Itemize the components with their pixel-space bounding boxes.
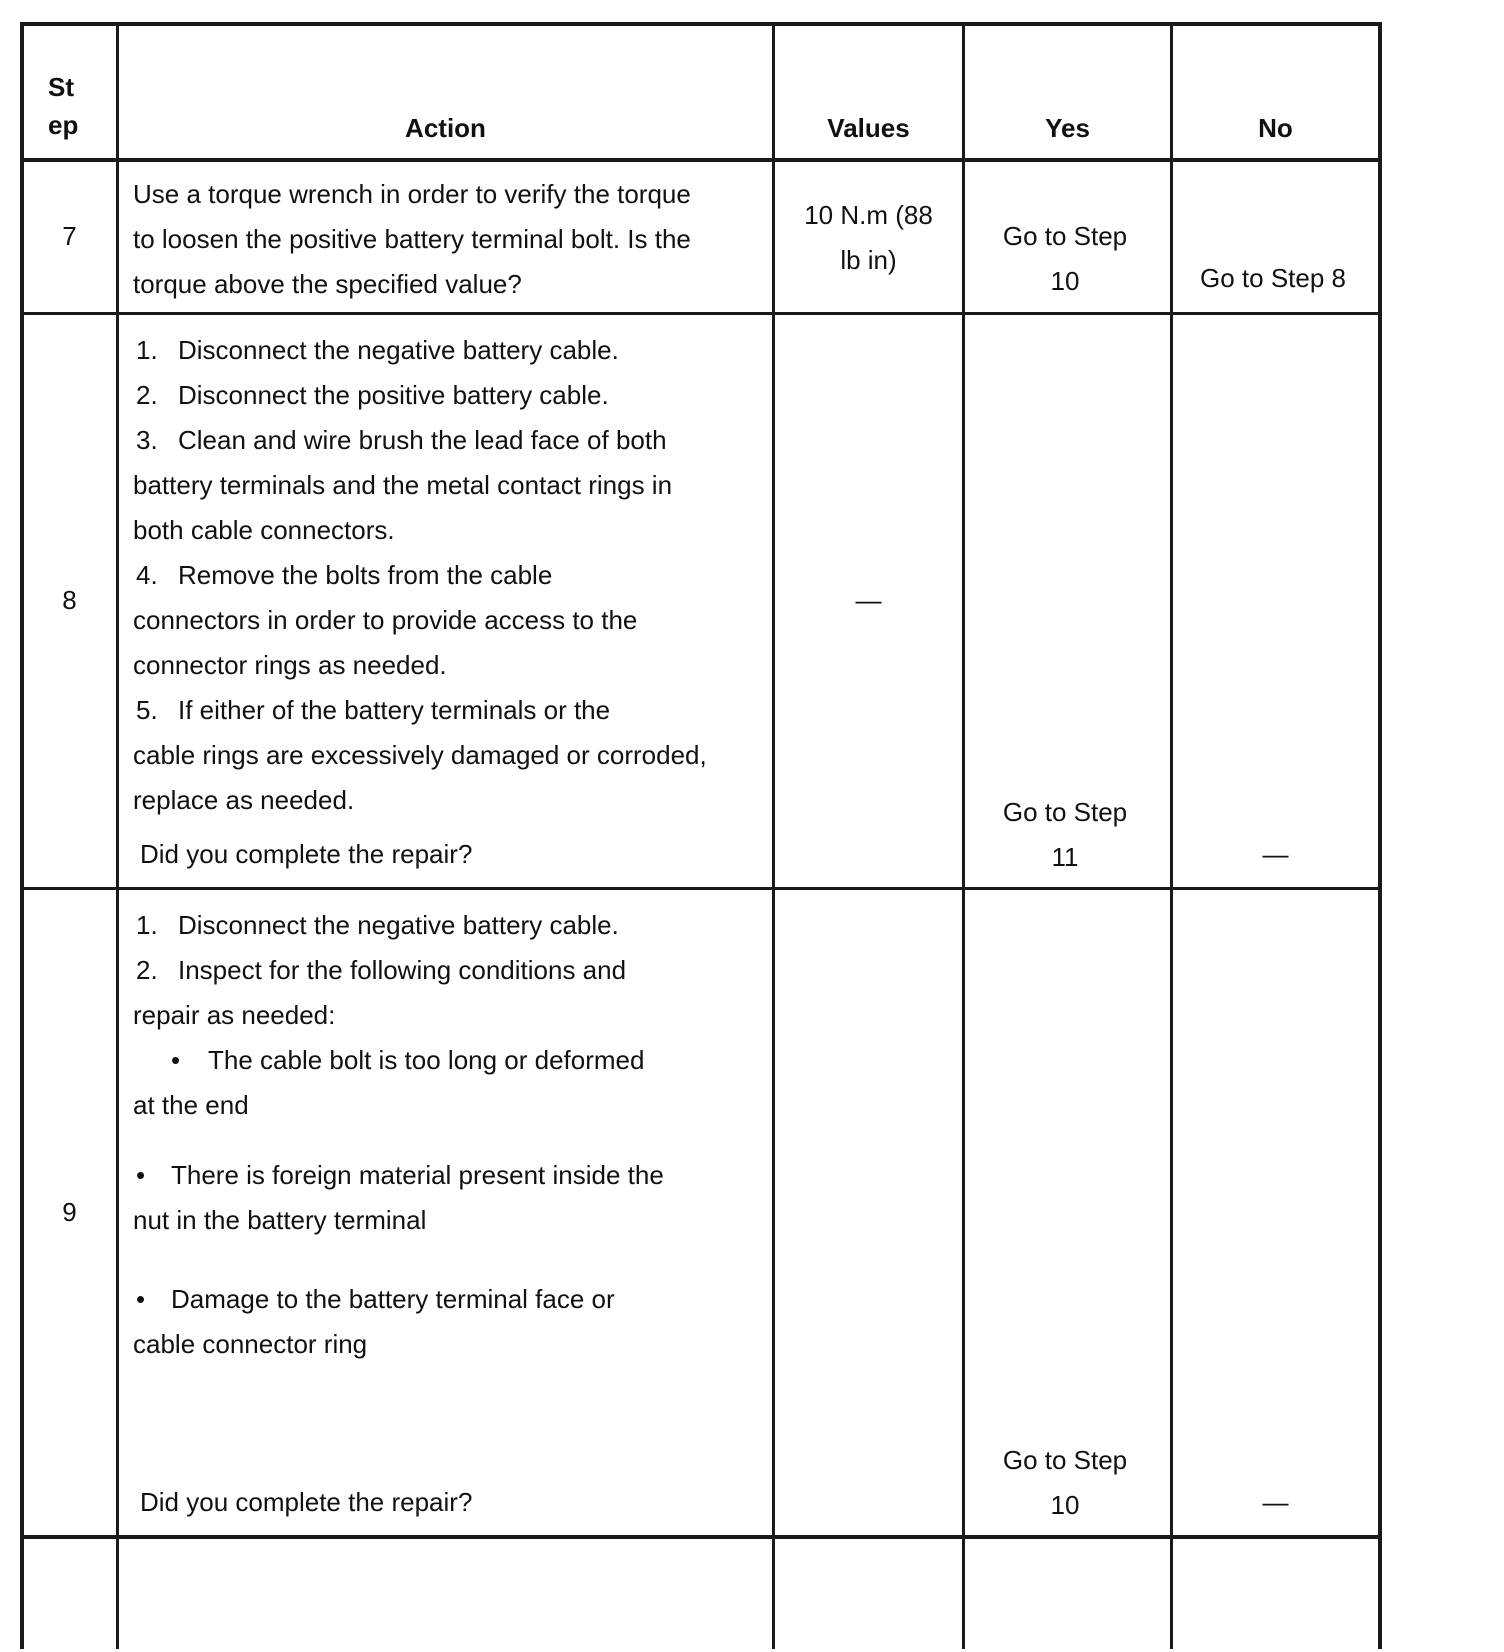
row9-bullet-2: • There is foreign material present inside the nut in the battery terminal: [133, 1153, 664, 1243]
bullet-item: • The cable bolt is too long or deformed: [171, 1045, 645, 1075]
row-divider: [20, 887, 1382, 890]
row9-bullet-3: • Damage to the battery terminal face or cable connector ring: [133, 1277, 615, 1367]
action-line: Use a torque wrench in order to verify the torque: [133, 179, 691, 209]
table-border-bottom: [20, 1535, 1382, 1539]
diagnostic-table: [20, 22, 1482, 1649]
bullet-line: at the end: [133, 1090, 249, 1120]
action-line: cable rings are excessively damaged or corroded,: [133, 740, 707, 770]
table-border-right: [1378, 22, 1382, 1649]
header-action: Action: [405, 113, 486, 143]
bullet-line: nut in the battery terminal: [133, 1205, 427, 1235]
header-no: No: [1258, 113, 1293, 143]
row8-values: —: [855, 585, 882, 615]
bullet-line: cable connector ring: [133, 1329, 368, 1359]
header-step-line2: ep: [48, 110, 79, 140]
row7-action: [133, 172, 691, 307]
table-border-top: [20, 22, 1382, 26]
yes-line: 11: [1051, 842, 1079, 872]
yes-line: Go to Step: [1002, 221, 1128, 251]
row8-action: [133, 328, 707, 823]
action-item: 2. Inspect for the following conditions and: [136, 955, 627, 985]
action-line: connectors in order to provide access to the: [133, 605, 638, 635]
action-line: replace as needed.: [133, 785, 355, 815]
action-line: repair as needed:: [133, 1000, 336, 1030]
action-item: 5. If either of the battery terminals or the: [136, 695, 611, 725]
row9-step: 9: [62, 1197, 77, 1227]
row8-no: —: [1262, 839, 1289, 869]
action-line: both cable connectors.: [133, 515, 395, 545]
column-divider: [116, 22, 119, 1649]
row7-no: Go to Step 8: [1200, 263, 1346, 293]
row9-yes: [965, 1438, 1165, 1528]
row7-yes: [965, 214, 1165, 304]
row8-yes: [965, 790, 1165, 880]
header-divider: [20, 158, 1382, 162]
yes-line: Go to Step: [1002, 797, 1128, 827]
yes-line: Go to Step: [1002, 1445, 1128, 1475]
row8-step: 8: [62, 585, 77, 615]
action-item: 4. Remove the bolts from the cable: [136, 560, 553, 590]
action-item: 1. Disconnect the negative battery cable.: [136, 910, 619, 940]
header-step-line1: St: [48, 72, 74, 102]
action-line: torque above the specified value?: [133, 269, 522, 299]
row8-question: Did you complete the repair?: [140, 839, 473, 869]
row9-question: Did you complete the repair?: [140, 1487, 473, 1517]
row7-values: [775, 193, 962, 283]
row7-step: 7: [62, 221, 77, 251]
header-step: [48, 68, 78, 144]
action-line: battery terminals and the metal contact rings in: [133, 470, 673, 500]
action-item: 2. Disconnect the positive battery cable.: [136, 380, 609, 410]
header-values: Values: [827, 113, 910, 143]
header-yes: Yes: [1045, 113, 1090, 143]
action-line: to loosen the positive battery terminal bolt. Is the: [133, 224, 691, 254]
values-line: 10 N.m (88: [804, 200, 933, 230]
yes-line: 10: [1050, 1490, 1080, 1520]
action-line: connector rings as needed.: [133, 650, 447, 680]
row9-action: [133, 903, 644, 1128]
table-border-left: [20, 22, 24, 1649]
row-divider: [20, 312, 1382, 315]
action-item: 3. Clean and wire brush the lead face of both: [136, 425, 667, 455]
yes-line: 10: [1050, 266, 1080, 296]
row9-no: —: [1262, 1487, 1289, 1517]
action-item: 1. Disconnect the negative battery cable.: [136, 335, 619, 365]
values-line: lb in): [840, 245, 897, 275]
